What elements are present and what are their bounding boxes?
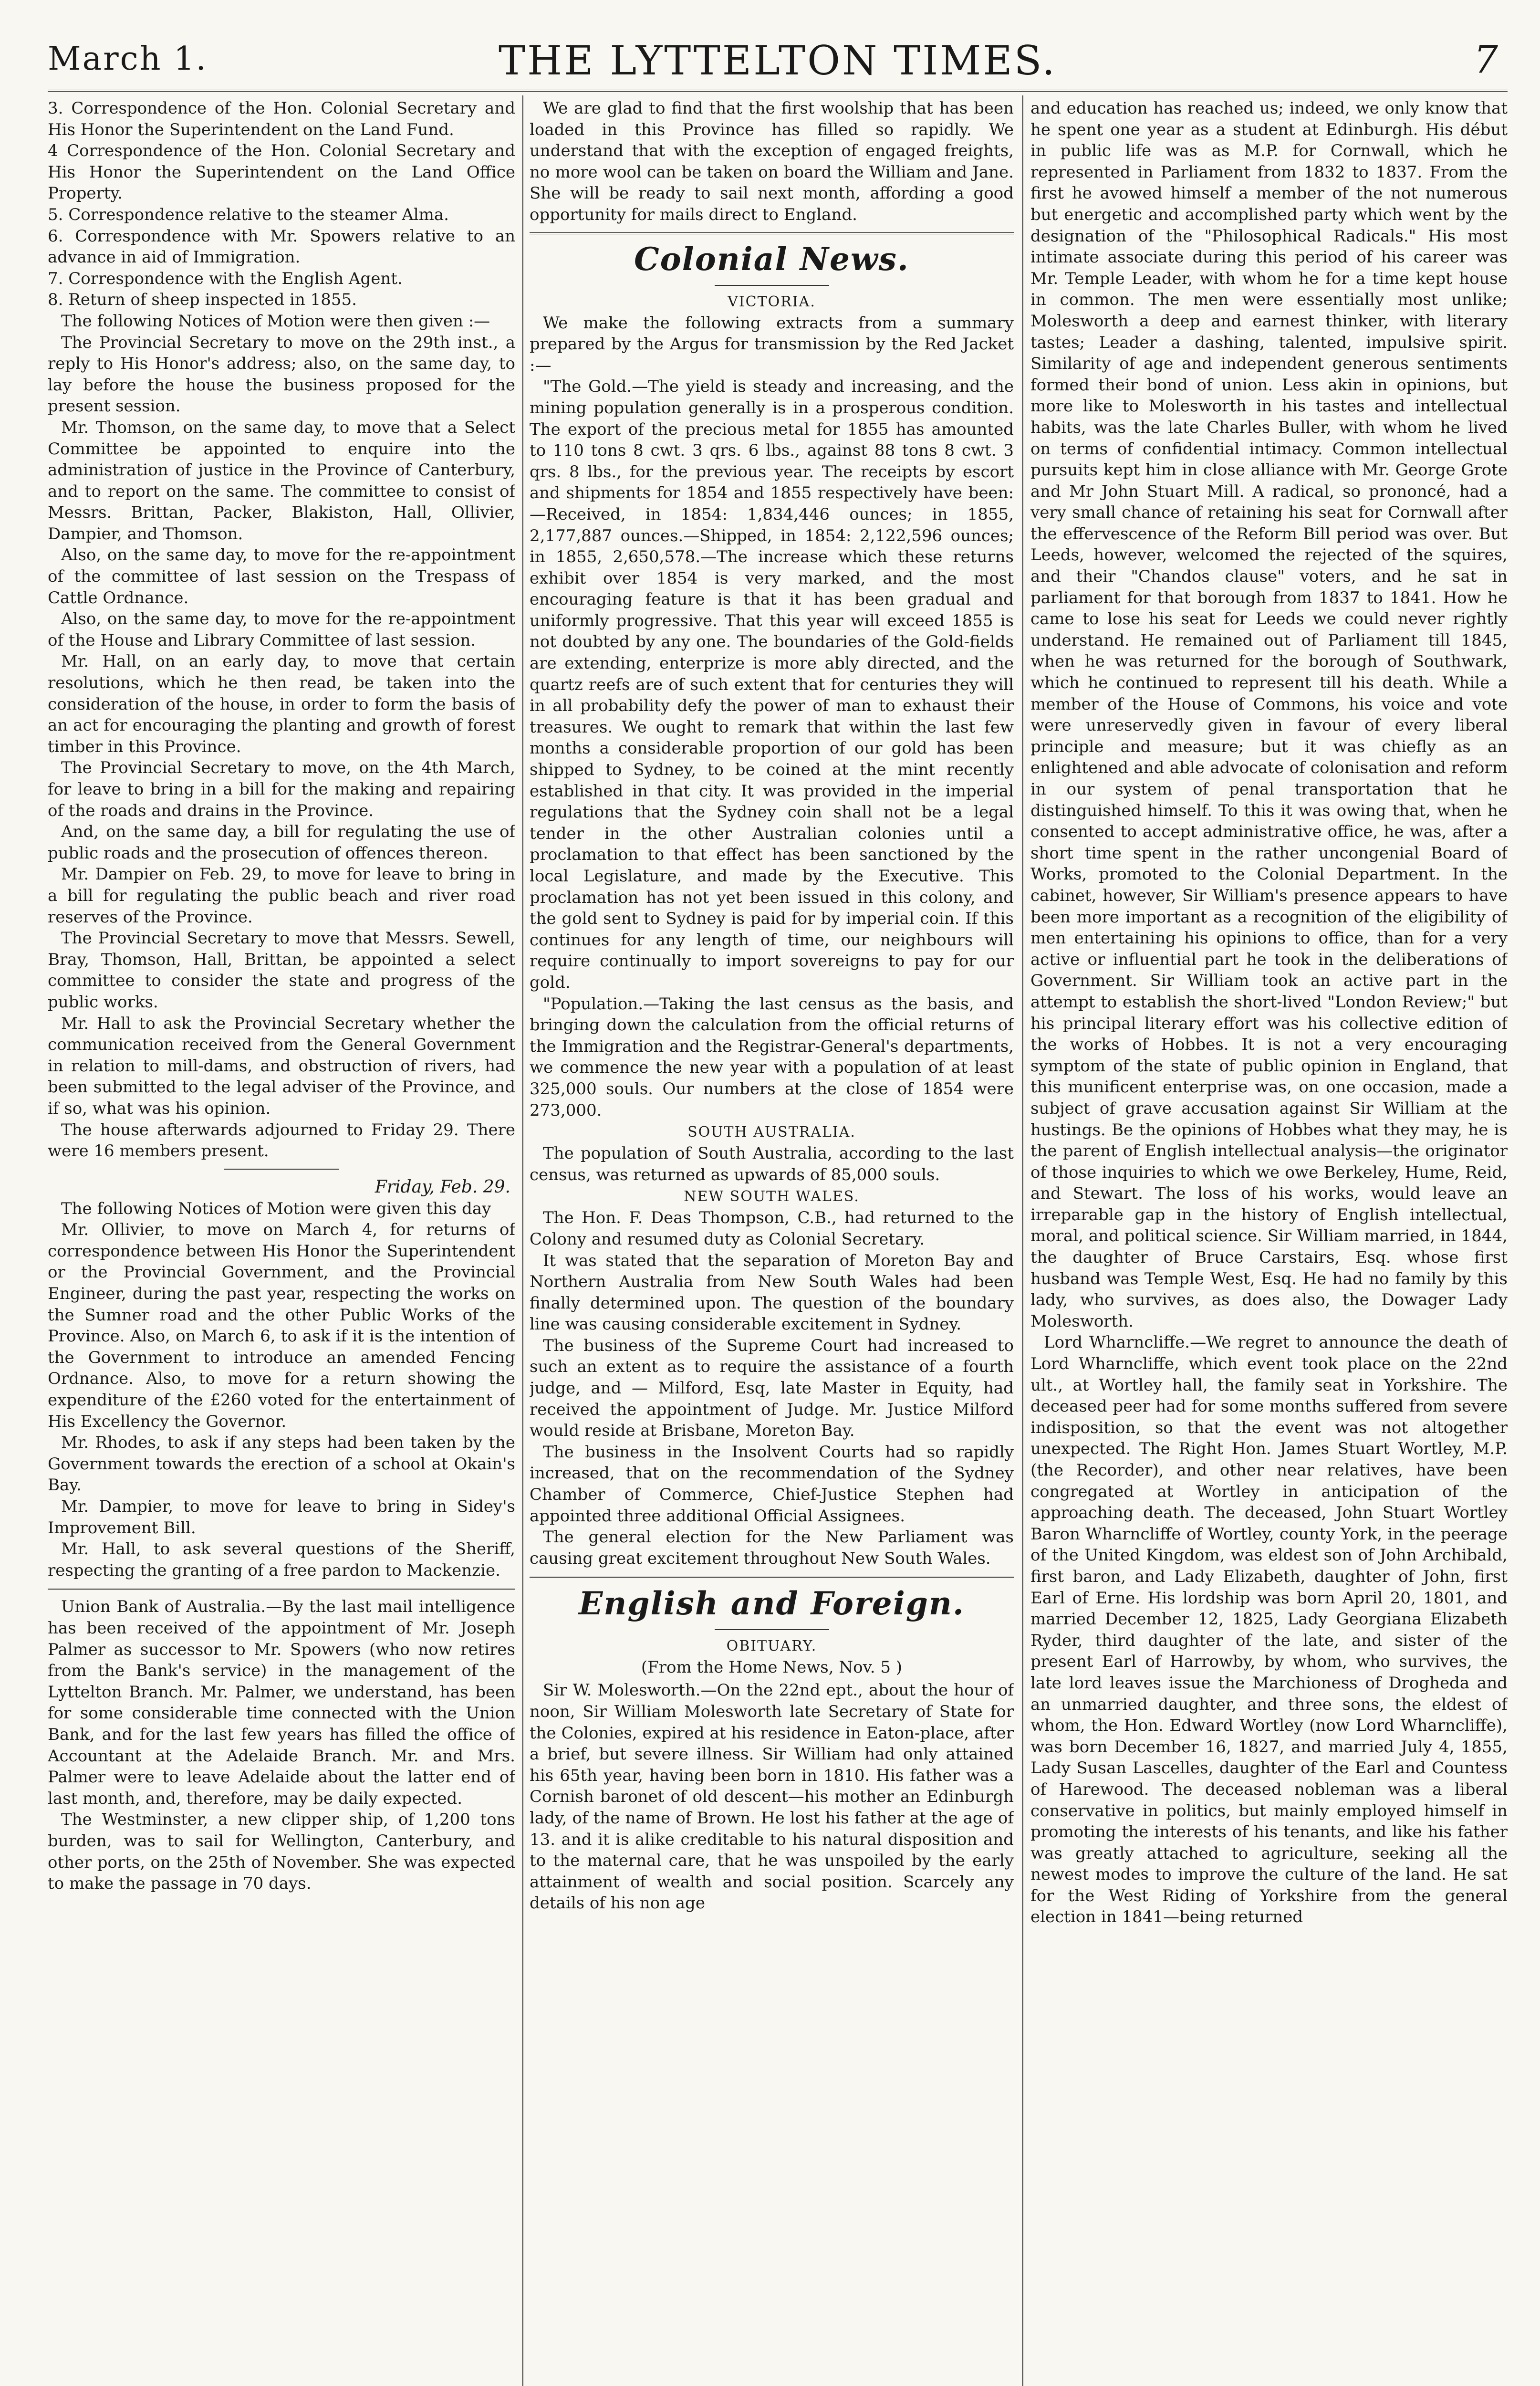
article-paragraph: The population of South Australia, according to the last census, was returned as upwards of 85,000 souls. [530, 1144, 1014, 1184]
article-paragraph: Mr. Hall, on an early day, to move that certain resolutions, which he then read, be taken into the consideration of the house, in order to form the basis of an act for encouraging the planting and growth of forest timber in this Province. [48, 652, 515, 756]
section-heading: English and Foreign. [579, 1585, 965, 1622]
subheading: NEW SOUTH WALES. [684, 1188, 860, 1205]
article-paragraph: "Population.—Taking the last census as the basis, and bringing down the calculation from the official returns of the Immigration and the Registrar-General's departments, we commence the new year with a population of at least 325,000 souls. Our numbers at the close of 1854 were 273,000. [530, 994, 1014, 1120]
column-2 [530, 98, 1014, 2386]
page-number: 7 [1474, 37, 1498, 82]
article-paragraph: Also, on the same day, to move for the re-appointment of the House and Library Committee of last session. [48, 609, 515, 650]
section-rule [530, 1577, 1014, 1578]
article-paragraph: 7. Correspondence with the English Agent. [48, 269, 403, 288]
article-paragraph: The Hon. F. Deas Thompson, C.B., had returned to the Colony and resumed duty as Colonial Secretary. [530, 1208, 1014, 1249]
article-paragraph: Mr. Ollivier, to move on March 4, for returns of correspondence between His Honor the Superintendent or the Provincial Government, and the Provincial Engineer, during the past year, respecting the works on the Sumner road and the other Public Works of the Province. Also, on March 6, to ask if it is the intention of the Government to introduce an amended Fencing Ordnance. Also, to move for a return showing the expenditure of the £260 voted for the entertainment of His Excellency the Governor. [48, 1220, 515, 1431]
column-divider-2 [1022, 95, 1023, 2386]
article-paragraph: The Provincial Secretary to move that Messrs. Sewell, Bray, Thomson, Hall, Brittan, be appointed a select committee to consider the state and progress of the public works. [48, 929, 515, 1012]
section-rule [715, 285, 829, 286]
article-paragraph: The following Notices of Motion were then given :— [61, 311, 490, 331]
article-paragraph: 4 Correspondence of the Hon. Colonial Secretary and His Honor the Superintendent on the Land Office Property. [48, 141, 515, 203]
subheading: VICTORIA. [728, 293, 816, 310]
article-paragraph: The Provincial Secretary to move, on the 4th March, for leave to bring in a bill for the making and repairing of the roads and drains in the Province. [48, 758, 515, 820]
newspaper-title: THE LYTTELTON TIMES. [499, 37, 1057, 84]
subheading: OBITUARY. [726, 1638, 817, 1655]
article-paragraph: 5. Correspondence relative to the steamer Alma. [48, 205, 449, 224]
session-date: Friday, Feb. 29. [375, 1177, 510, 1197]
column-1 [48, 98, 515, 2386]
subheading: SOUTH AUSTRALIA. [687, 1124, 856, 1141]
article-paragraph: And, on the same day, a bill for regulating the use of public roads and the prosecution of offences thereon. [48, 822, 515, 863]
article-paragraph: Mr. Thomson, on the same day, to move that a Select Committee be appointed to enquire into the administration of justice in the Province of Canterbury, and to report on the same. The committee to consist of Messrs. Brittan, Packer, Blakiston, Hall, Ollivier, Dampier, and Thomson. [48, 418, 515, 544]
section-rule [715, 1629, 829, 1630]
article-paragraph: The following Notices of Motion were given this day [61, 1199, 491, 1218]
article-paragraph: Mr. Hall, to ask several questions of the Sheriff, respecting the granting of a free pardon to Mackenzie. [48, 1539, 515, 1580]
section-rule [224, 1169, 339, 1170]
article-paragraph: 8. Return of sheep inspected in 1855. [48, 290, 357, 310]
article-paragraph: Sir W. Molesworth.—On the 22nd ept., about the hour of noon, Sir William Molesworth late Secretary of State for the Colonies, expired at his residence in Eaton-place, after a brief, but severe illness. Sir William had only attained his 65th year, having been born in 1810. His father was a Cornish baronet of old descent—his mother an Edinburgh lady, of the name of Brown. He lost his father at the age of 13. and it is alike creditable to his natural disposition and to the maternal care, that he was unspoiled by the early attainment of wealth and social position. Scarcely any details of his non age [530, 1681, 1014, 1913]
article-paragraph: Lord Wharncliffe.—We regret to announce the death of Lord Wharncliffe, which event took place on the 22nd ult., at Wortley hall, the family seat in Yorkshire. The deceased peer had for some months suffered from severe indisposition, so that the event was not altogether unexpected. The Right Hon. James Stuart Wortley, M.P. (the Recorder), and other near relatives, have been congregated at Wortley in anticipation of the approaching death. The deceased, John Stuart Wortley Baron Wharncliffe of Wortley, county York, in the peerage of the United Kingdom, was eldest son of John Archibald, first baron, and Lady Elizabeth, daughter of John, first Earl of Erne. His lordship was born April 20, 1801, and married December 12, 1825, Lady Georgiana Elizabeth Ryder, third daughter of the late, and sister of the present Earl of Harrowby, by whom, who survives, the late lord leaves issue the Marchioness of Drogheda and an unmarried daughter, and three sons, the eldest of whom, the Hon. Edward Wortley (now Lord Wharncliffe), was born December 16, 1827, and married July 4, 1855, Lady Susan Lascelles, daughter of the Earl and Countess of Harewood. The deceased nobleman was a liberal conservative in politics, but mainly employed himself in promoting the interests of his tenants, and like his father was greatly attached to agriculture, seeking all the newest modes to improve the culture of the land. He sat for the West Riding of Yorkshire from the general election in 1841—being returned [1030, 1333, 1508, 1927]
article-paragraph: The business of the Supreme Court had increased to such an extent as to require the assistance of a fourth judge, and — Milford, Esq, late Master in Equity, had received the appointment of Judge. Mr. Justice Milford would reside at Brisbane, Moreton Bay. [530, 1336, 1014, 1441]
article-paragraph: The general election for the New Parliament was causing great excitement throughout New South Wales. [530, 1528, 1014, 1568]
article-paragraph: It was stated that the separation of Moreton Bay and Northern Australia from New South Wales had been finally determined upon. The question of the boundary line was causing considerable excitement in Sydney. [530, 1251, 1014, 1334]
article-paragraph: We are glad to find that the first woolship that has been loaded in this Province has filled so rapidly. We understand that with the exception of engaged freights, no more wool can be taken on board the William and Jane. She will be ready to sail next month, affording a good opportunity for mails direct to England. [530, 99, 1014, 224]
article-paragraph: Mr. Dampier on Feb. 29, to move for leave to bring in a bill for regulating the public beach and river road reserves of the Province. [48, 865, 515, 927]
article-paragraph: The Westminster, a new clipper ship, of 1,200 tons burden, was to sail for Wellington, Canterbury, and other ports, on the 25th of November. She was expected to make the passage in 70 days. [48, 1810, 515, 1894]
article-paragraph: 3. Correspondence of the Hon. Colonial Secretary and His Honor the Superintendent on the Land Fund. [48, 99, 515, 139]
article-paragraph: Also, on the same day, to move for the re-appointment of the committee of last session on the Trespass of Cattle Ordnance. [48, 545, 515, 607]
article-paragraph: Union Bank of Australia.—By the last mail intelligence has been received of the appointment of Mr. Joseph Palmer as successor to Mr. Spowers (who now retires from the Bank's service) in the management of the Lyttelton Branch. Mr. Palmer, we understand, has been for some considerable time connected with the Union Bank, and for the last few years has filled the office of Accountant at the Adelaide Branch. Mr. and Mrs. Palmer were to leave Adelaide about the latter end of last month, and, therefore, may be daily expected. [48, 1597, 515, 1808]
column-divider-1 [522, 95, 523, 2386]
article-paragraph: The business in the Insolvent Courts had so rapidly increased, that on the recommendation of the Sydney Chamber of Commerce, Chief-Justice Stephen had appointed three additional Official Assignees. [530, 1442, 1014, 1526]
article-paragraph: The Provincial Secretary to move on the 29th inst., a reply to His Honor's address; also, on the same day, to lay before the house the business proposed for the present session. [48, 333, 515, 416]
article-paragraph: Mr. Hall to ask the Provincial Secretary whether the communication received from the General Government in relation to mill-dams, and obstruction of rivers, had been submitted to the legal adviser of the Province, and if so, what was his opinion. [48, 1014, 515, 1118]
section-rule [530, 232, 1014, 234]
issue-date: March 1. [48, 40, 208, 78]
article-paragraph: We make the following extracts from a summary prepared by the Argus for transmission by the Red Jacket :— [530, 313, 1014, 375]
column-3 [1030, 98, 1508, 2386]
article-paragraph: Mr. Dampier, to move for leave to bring in Sidey's Improvement Bill. [48, 1497, 515, 1538]
article-paragraph: Mr. Rhodes, to ask if any steps had been taken by the Government towards the erection of a school at Okain's Bay. [48, 1433, 515, 1495]
article-paragraph: "The Gold.—The yield is steady and increasing, and the mining population generally is in a prosperous condition. The export of the precious metal for 1855 has amounted to 110 tons 8 cwt. 3 qrs. 6 lbs., against 88 tons 8 cwt. 3 qrs. 8 lbs., for the previous year. The receipts by escort and shipments for 1854 and 1855 respectively have been:—Received, in 1854: 1,834,446 ounces; in 1855, 2,177,887 ounces.—Shipped, in 1854: 2,122,596 ounces; in 1855, 2,650,578.—The increase which these returns exhibit over 1854 is very marked, and the most encouraging feature is that it has been gradual and uniformly progressive. That this year will exceed 1855 is not doubted by any one. The boundaries of the Gold-fields are extending, enterprize is more ably directed, and the quartz reefs are of such extent that for centuries they will in all probability defy the power of man to exhaust their treasures. We ought to remark that within the last few months a considerable proportion of our gold has been shipped to Sydney, to be coined at the mint recently established in that city. It was provided in the imperial regulations that the Sydney coin shall not be a legal tender in the other Australian colonies until a proclamation to that effect has been sanctioned by the local Legislature, and made by the Executive. This proclamation has not yet been issued in this colony, and the gold sent to Sydney is paid for by imperial coin. If this continues for any length of time, our neighbours will require continually to import sovereigns to pay for our gold. [530, 377, 1014, 992]
section-heading: Colonial News. [634, 240, 909, 278]
section-rule [48, 1589, 515, 1590]
article-paragraph: 6. Correspondence with Mr. Spowers relative to an advance in aid of Immigration. [48, 226, 515, 267]
masthead [48, 33, 1508, 86]
article-paragraph: The house afterwards adjourned to Friday 29. There were 16 members present. [48, 1120, 515, 1161]
article-paragraph: and education has reached us; indeed, we only know that he spent one year as a student at Edinburgh. His début in public life was as M.P. for Cornwall, which he represented in Parliament from 1832 to 1837. From the first he avowed himself a member of the not numerous but energetic and accomplished party which went by the designation of the "Philosophical Radicals." His most intimate associate during this period of his career was Mr. Temple Leader, with whom he for a time kept house in common. The men were essentially most unlike; Molesworth a deep and earnest thinker, with literary tastes; Leader a dashing, talented, impulsive spirit. Similarity of age and independent generous sentiments formed their bond of union. Less akin in opinions, but more like to Molesworth in his tastes and intellectual habits, was the late Charles Buller, with whom he lived on terms of confidential intimacy. Common intellectual pursuits kept him in close alliance with Mr. George Grote and Mr John Stuart Mill. A radical, so prononcé, had a very small chance of retaining his seat for Cornwall after the effervescence of the Reform Bill period was over. But Leeds, however, welcomed the rejected of the squires, and their "Chandos clause" voters, and he sat in parliament for that borough from 1837 to 1841. How he came to lose his seat for Leeds we could never rightly understand. He remained out of Parliament till 1845, when he was returned for the borough of Southwark, which he continued to represent till his death. While a member of the House of Commons, his voice and vote were unreservedly given in favour of every liberal principle and measure; but it was chiefly as an enlightened and able advocate of colonisation and reform in our system of penal transportation that he distinguished himself. To this it was owing that, when he consented to accept administrative office, he was, after a short time spent in the rather uncongenial Board of Works, promoted to the Colonial Department. In the cabinet, however, Sir William's presence appears to have been more important as a recognition of the eligibility of men entertaining his opinions to office, than for a very active or influential part he took in the deliberations of Government. Sir William took an active part in the attempt to establish the short-lived "London Review;" but his principal literary effort was his collective edition of the works of Hobbes. It is not a very encouraging symptom of the state of public opinion in England, that this munificent enterprise was, on one occasion, made a subject of grave accusation against Sir William at the hustings. Be the opinions of Hobbes what they may, he is the parent of English intellectual analysis—the originator of those inquiries to which we owe Berkeley, Hume, Reid, and Stewart. The loss of his works, would leave an irreparable gap in the history of English intellectual, moral, and political science. Sir William married, in 1844, the daughter of Bruce Carstairs, Esq. whose first husband was Temple West, Esq. He had no family by this lady, who survives, as does also, the Dowager Lady Molesworth. [1030, 99, 1508, 1331]
masthead-rule [48, 90, 1508, 92]
source-note: (From the Home News, Nov. 5 ) [641, 1658, 903, 1677]
